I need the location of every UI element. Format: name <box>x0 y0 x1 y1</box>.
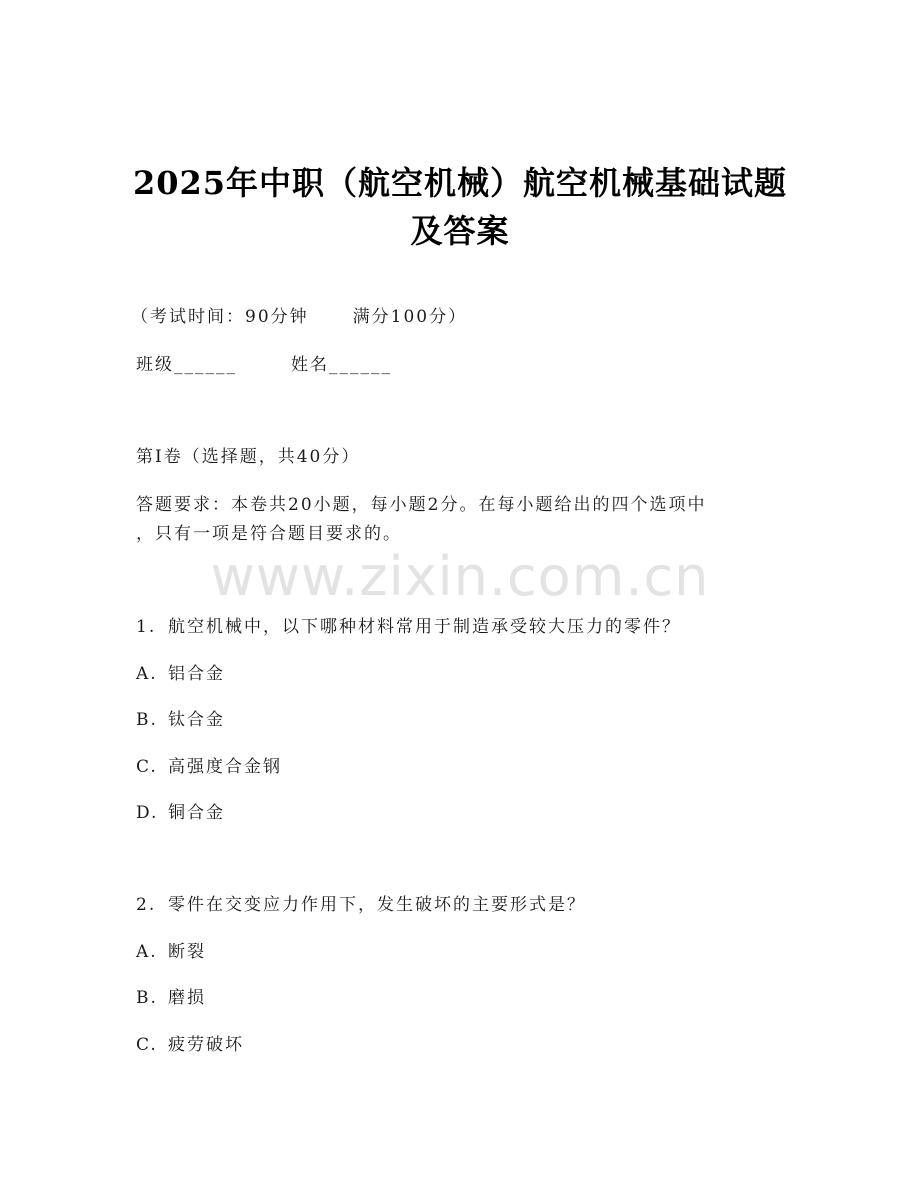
question-1-option-a <box>136 659 225 684</box>
option-text: 磨损 <box>168 988 206 1008</box>
option-text: 高强度合金钢 <box>168 757 282 777</box>
document-title-line-2: 及答案 <box>410 212 510 250</box>
option-text: 铜合金 <box>168 803 225 823</box>
option-letter: A. <box>136 942 158 962</box>
exam-info <box>131 302 467 327</box>
question-number: 2. <box>136 895 157 915</box>
question-2-option-b <box>136 983 206 1008</box>
question-2 <box>136 890 586 915</box>
document-title-line-1: 2025年中职（航空机械）航空机械基础试题 <box>132 164 788 202</box>
question-text: 航空机械中，以下哪种材料常用于制造承受较大压力的零件？ <box>168 617 681 637</box>
question-1-option-c <box>136 752 282 777</box>
option-letter: A. <box>136 664 158 684</box>
option-text: 钛合金 <box>168 710 225 730</box>
section-instruction-line-1: 答题要求：本卷共20小题，每小题2分。在每小题给出的四个选项中 <box>136 495 707 515</box>
option-letter: C. <box>136 1035 158 1055</box>
option-letter: B. <box>136 988 158 1008</box>
section-heading: 第I卷（选择题，共40分） <box>136 447 361 467</box>
option-text: 疲劳破坏 <box>168 1035 244 1055</box>
question-number: 1. <box>136 617 157 637</box>
question-2-option-a <box>136 937 206 962</box>
option-letter: C. <box>136 757 158 777</box>
option-text: 断裂 <box>168 942 206 962</box>
option-letter: D. <box>136 803 159 823</box>
name-field: 姓名______ <box>291 355 392 375</box>
question-1-option-b <box>136 705 225 730</box>
exam-time: （考试时间：90分钟 <box>131 307 309 327</box>
watermark: www.zixin.com.cn <box>210 545 710 608</box>
question-2-option-c <box>136 1030 244 1055</box>
question-1-option-d <box>136 798 225 823</box>
exam-score: 满分100分） <box>352 307 468 327</box>
section-instruction-line-2: ，只有一项是符合题目要求的。 <box>136 524 402 544</box>
option-text: 铝合金 <box>168 664 225 684</box>
question-text: 零件在交变应力作用下，发生破坏的主要形式是？ <box>168 895 586 915</box>
option-letter: B. <box>136 710 158 730</box>
class-field: 班级______ <box>136 355 237 375</box>
student-fields <box>136 350 392 375</box>
question-1 <box>136 612 681 637</box>
